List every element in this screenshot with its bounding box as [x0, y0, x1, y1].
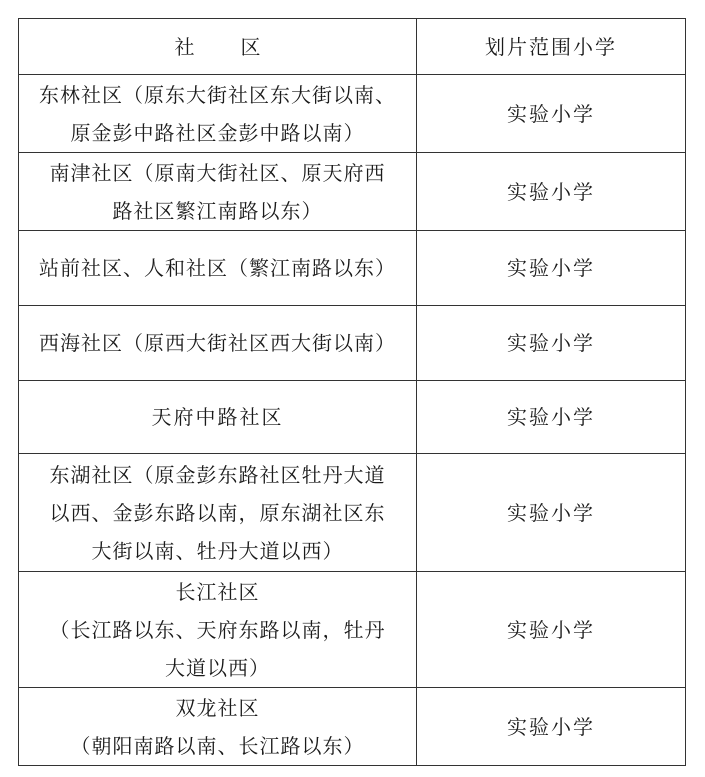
table-row	[19, 688, 686, 766]
school-cell: 实验小学	[417, 381, 686, 454]
community-line: （长江路以东、天府东路以南，牡丹	[49, 617, 386, 642]
table-row	[19, 306, 686, 381]
community-line: 大街以南、牡丹大道以西）	[91, 538, 344, 563]
community-line: 天府中路社区	[151, 405, 284, 429]
table-row	[19, 153, 686, 231]
school-cell: 实验小学	[417, 306, 686, 381]
community-line: 路社区繁江南路以东）	[112, 198, 323, 223]
table-row	[19, 454, 686, 572]
header-school-area: 划片范围小学	[417, 19, 686, 75]
community-line: （朝阳南路以南、长江路以东）	[70, 733, 365, 758]
school-cell: 实验小学	[417, 231, 686, 306]
community-line: 站前社区、人和社区（繁江南路以东）	[39, 256, 396, 280]
table-row	[19, 75, 686, 153]
community-cell	[19, 153, 417, 231]
community-cell	[19, 454, 417, 572]
community-cell	[19, 231, 417, 306]
community-cell	[19, 306, 417, 381]
community-line: 南津社区（原南大街社区、原天府西	[49, 160, 386, 185]
community-cell	[19, 688, 417, 766]
community-line: 双龙社区	[175, 695, 260, 720]
community-cell	[19, 572, 417, 688]
school-cell: 实验小学	[417, 75, 686, 153]
school-cell: 实验小学	[417, 454, 686, 572]
header-community-char2: 区	[240, 34, 261, 59]
community-line: 以西、金彭东路以南，原东湖社区东	[49, 500, 386, 525]
table-header-row	[19, 19, 686, 75]
table-row	[19, 572, 686, 688]
community-school-table	[18, 18, 686, 766]
table-row	[19, 231, 686, 306]
community-line: 东林社区（原东大街社区东大街以南、	[39, 82, 396, 107]
school-cell: 实验小学	[417, 153, 686, 231]
community-cell	[19, 381, 417, 454]
community-line: 长江社区	[175, 579, 260, 604]
community-cell	[19, 75, 417, 153]
table-row	[19, 381, 686, 454]
school-cell: 实验小学	[417, 688, 686, 766]
community-line: 东湖社区（原金彭东路社区牡丹大道	[49, 462, 386, 487]
community-school-table-container	[18, 18, 686, 766]
header-community-char1: 社	[174, 34, 195, 59]
school-cell: 实验小学	[417, 572, 686, 688]
community-line: 原金彭中路社区金彭中路以南）	[70, 120, 365, 145]
community-line: 大道以西）	[165, 655, 270, 680]
header-community	[19, 19, 417, 75]
community-line: 西海社区（原西大街社区西大街以南）	[39, 331, 396, 355]
